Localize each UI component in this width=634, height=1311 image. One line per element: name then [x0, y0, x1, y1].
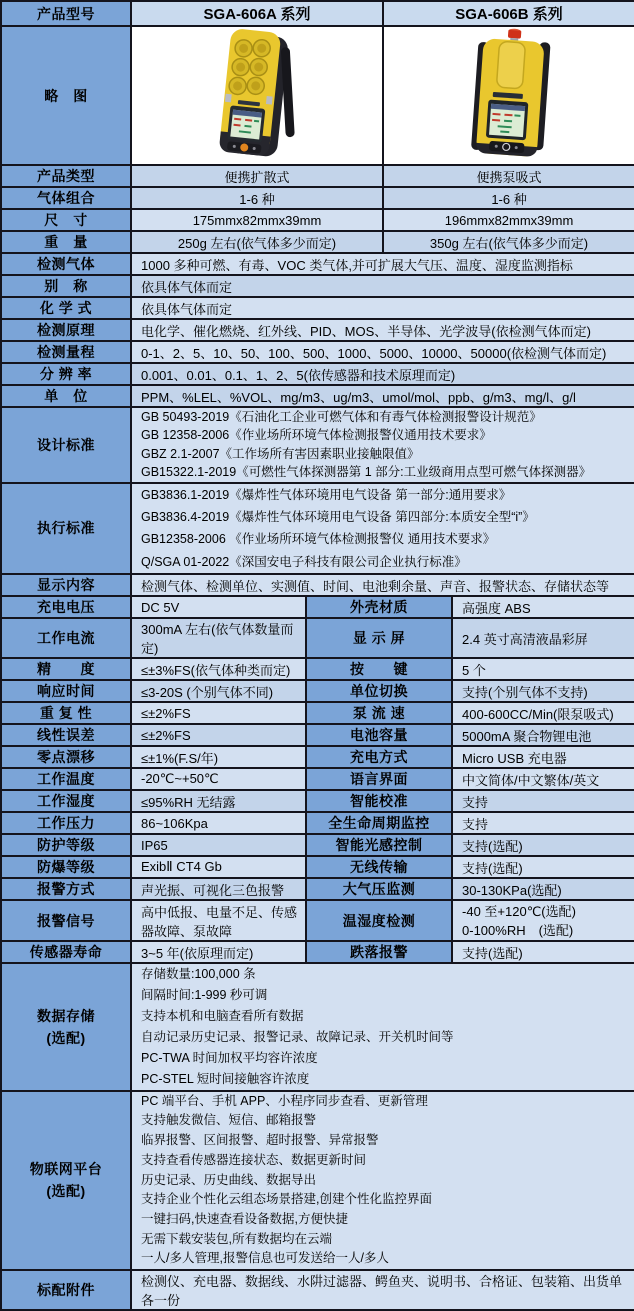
row-value-b: 1-6 种: [383, 187, 634, 209]
spec-row-charging-voltage: [1, 596, 634, 618]
device-b-image-cell: [383, 26, 634, 165]
row-label: 化 学 式: [1, 297, 131, 319]
row-value-right: 支持(选配): [452, 941, 634, 963]
block-sublabel: (选配): [46, 1183, 86, 1200]
row-value-left: ≤±2%FS: [131, 724, 306, 746]
row-label: [1, 963, 131, 1090]
block-label: 物联网平台: [29, 1161, 103, 1178]
row-label: 重 量: [1, 231, 131, 253]
row-label: 工作电流: [1, 618, 131, 658]
row-value-right: Micro USB 充电器: [452, 746, 634, 768]
row-label-right: 智能校准: [306, 790, 452, 812]
row-value: [131, 483, 634, 575]
row-label: 工作湿度: [1, 790, 131, 812]
spec-row-detection-range: [1, 341, 634, 363]
row-value: 依具体气体而定: [131, 297, 634, 319]
standard-line: Q/SGA 01-2022《深国安电子科技有限公司企业执行标准》: [141, 554, 467, 569]
row-value-left: IP65: [131, 834, 306, 856]
row-label: 尺 寸: [1, 209, 131, 231]
row-label: 标配附件: [1, 1270, 131, 1310]
row-value-left: -20℃~+50℃: [131, 768, 306, 790]
row-label: 产品类型: [1, 165, 131, 187]
row-value-left: 高中低报、电量不足、传感器故障、泵故障: [131, 900, 306, 941]
row-label: 检测气体: [1, 253, 131, 275]
standard-line: GB3836.4-2019《爆炸性气体环境用电气设备 第四部分:本质安全型“i”》: [141, 510, 535, 525]
spec-row-sensor-life: [1, 941, 634, 963]
row-value-left: ≤±2%FS: [131, 702, 306, 724]
row-label: 报警信号: [1, 900, 131, 941]
spec-row-resolution: [1, 363, 634, 385]
row-label: 气体组合: [1, 187, 131, 209]
row-value-right: 中文简体/中文繁体/英文: [452, 768, 634, 790]
row-value-right: 5000mA 聚合物锂电池: [452, 724, 634, 746]
row-label: 传感器寿命: [1, 941, 131, 963]
standard-line: GB12358-2006 《作业场所环境气体检测报警仪 通用技术要求》: [141, 532, 496, 547]
row-label-right: 显 示 屏: [306, 618, 452, 658]
table-header-row: [1, 1, 634, 26]
row-value-right: 支持: [452, 812, 634, 834]
block-label: 数据存储: [37, 1007, 95, 1024]
feature-line: 支持企业个性化云组态场景搭建,创建个性化监控界面: [141, 1192, 432, 1207]
feature-line: 支持查看传感器连接状态、数据更新时间: [141, 1152, 367, 1167]
row-label: 别 称: [1, 275, 131, 297]
spec-row-alarm-signal: [1, 900, 634, 941]
row-value-a: 250g 左右(依气体多少而定): [131, 231, 383, 253]
spec-row-working-current: [1, 618, 634, 658]
row-label: 检测原理: [1, 319, 131, 341]
spec-row-alarm-method: [1, 878, 634, 900]
row-value-a: 175mmx82mmx39mm: [131, 209, 383, 231]
spec-row-working-humidity: [1, 790, 634, 812]
row-label-right: 外壳材质: [306, 596, 452, 618]
row-value-b: 便携泵吸式: [383, 165, 634, 187]
row-value-right: 5 个: [452, 658, 634, 680]
row-label-right: 温湿度检测: [306, 900, 452, 941]
feature-line: 历史记录、历史曲线、数据导出: [141, 1172, 317, 1187]
row-label-right: 单位切换: [306, 680, 452, 702]
row-value-right: 支持(个别气体不支持): [452, 680, 634, 702]
row-label-right: 大气压监测: [306, 878, 452, 900]
header-series-b: SGA-606B 系列: [383, 1, 634, 26]
spec-row-units: [1, 385, 634, 407]
row-label: 充电电压: [1, 596, 131, 618]
row-value-left: 声光振、可视化三色报警: [131, 878, 306, 900]
spec-row-execution-standards: [1, 483, 634, 575]
row-value-left: ≤95%RH 无结露: [131, 790, 306, 812]
feature-line: 一键扫码,快速查看设备数据,方便快捷: [141, 1211, 348, 1226]
row-label: 单 位: [1, 385, 131, 407]
standard-line: GB15322.1-2019《可燃性气体探测器第 1 部分:工业级商用点型可燃气体探测器》: [141, 465, 592, 480]
row-value-a: 便携扩散式: [131, 165, 383, 187]
row-value-right: 2.4 英寸高清液晶彩屏: [452, 618, 634, 658]
row-label-right: 智能光感控制: [306, 834, 452, 856]
sketch-row: [1, 26, 634, 165]
row-label: 执行标准: [1, 483, 131, 575]
row-value-b: 350g 左右(依气体多少而定): [383, 231, 634, 253]
value-line: -40 至+120℃(选配): [462, 903, 576, 919]
spec-row-accessories: [1, 1270, 634, 1310]
row-value-left: 86~106Kpa: [131, 812, 306, 834]
row-label: 检测量程: [1, 341, 131, 363]
row-value: 检测气体、检测单位、实测值、时间、电池剩余量、声音、报警状态、存储状态等: [131, 574, 634, 596]
header-product-model-label: 产品型号: [1, 1, 131, 26]
feature-line: 支持本机和电脑查看所有数据: [141, 1009, 304, 1024]
feature-line: 存储数量:100,000 条: [141, 967, 256, 982]
row-value: 0.001、0.01、0.1、1、2、5(依传感器和技术原理而定): [131, 363, 634, 385]
feature-line: PC 端平台、手机 APP、小程序同步查看、更新管理: [141, 1093, 428, 1108]
row-value: 检测仪、充电器、数据线、水阱过滤器、鳄鱼夹、说明书、合格证、包装箱、出货单各一份: [131, 1270, 634, 1310]
spec-row-response-time: [1, 680, 634, 702]
spec-row-chemical-formula: [1, 297, 634, 319]
spec-row-detected-gases: [1, 253, 634, 275]
row-value-left: 3~5 年(依原理而定): [131, 941, 306, 963]
row-label-right: 跌落报警: [306, 941, 452, 963]
row-value: 0-1、2、5、10、50、100、500、1000、5000、10000、50000(依检测气体而定): [131, 341, 634, 363]
feature-line: 支持触发微信、短信、邮箱报警: [141, 1113, 317, 1128]
device-a-image-cell: [131, 26, 383, 165]
spec-row-product-type: [1, 165, 634, 187]
row-label: 分 辨 率: [1, 363, 131, 385]
row-value: 依具体气体而定: [131, 275, 634, 297]
spec-row-display-content: [1, 574, 634, 596]
row-value: 1000 多种可燃、有毒、VOC 类气体,并可扩展大气压、温度、湿度监测指标: [131, 253, 634, 275]
row-label: 工作温度: [1, 768, 131, 790]
spec-row-gas-combination: [1, 187, 634, 209]
feature-line: 自动记录历史记录、报警记录、故障记录、开关机时间等: [141, 1029, 454, 1044]
standard-line: GBZ 2.1-2007《工作场所有害因素职业接触限值》: [141, 446, 420, 461]
spec-row-zero-drift: [1, 746, 634, 768]
feature-line: 无需下载安装包,所有数据均在云端: [141, 1231, 332, 1246]
feature-line: PC-STEL 短时间接触容许浓度: [141, 1071, 310, 1086]
row-label-right: 按 键: [306, 658, 452, 680]
row-value: PPM、%LEL、%VOL、mg/m3、ug/m3、umol/mol、ppb、g/m3、mg/l、g/l: [131, 385, 634, 407]
row-label: 报警方式: [1, 878, 131, 900]
standard-line: GB3836.1-2019《爆炸性气体环境用电气设备 第一部分:通用要求》: [141, 487, 512, 502]
spec-row-linearity-error: [1, 724, 634, 746]
row-label-right: 充电方式: [306, 746, 452, 768]
row-label: 防护等级: [1, 834, 131, 856]
row-value-b: 196mmx82mmx39mm: [383, 209, 634, 231]
spec-row-working-pressure: [1, 812, 634, 834]
spec-row-iot-platform: [1, 1091, 634, 1270]
feature-line: 间隔时间:1-999 秒可调: [141, 988, 268, 1003]
row-value-left: ExibⅡ CT4 Gb: [131, 856, 306, 878]
row-value-left: ≤±1%(F.S/年): [131, 746, 306, 768]
row-label: 防爆等级: [1, 856, 131, 878]
row-value-right: 支持(选配): [452, 834, 634, 856]
row-label: 精 度: [1, 658, 131, 680]
spec-row-repeatability: [1, 702, 634, 724]
row-value-left: ≤3-20S (个别气体不同): [131, 680, 306, 702]
spec-row-data-storage: [1, 963, 634, 1090]
feature-line: PC-TWA 时间加权平均容许浓度: [141, 1050, 318, 1065]
feature-line: 一人/多人管理,报警信息也可发送给一人/多人: [141, 1251, 389, 1266]
row-label-right: 全生命周期监控: [306, 812, 452, 834]
spec-row-protection-rating: [1, 834, 634, 856]
row-value: [131, 963, 634, 1090]
spec-row-dimensions: [1, 209, 634, 231]
row-value: [131, 1091, 634, 1270]
spec-row-accuracy: [1, 658, 634, 680]
row-label-right: 无线传输: [306, 856, 452, 878]
row-value: [131, 407, 634, 483]
row-value-right: 400-600CC/Min(限泵吸式): [452, 702, 634, 724]
device-a-illustration: [201, 27, 313, 159]
row-value-a: 1-6 种: [131, 187, 383, 209]
row-value-left: DC 5V: [131, 596, 306, 618]
header-series-a: SGA-606A 系列: [131, 1, 383, 26]
value-line: 0-100%RH (选配): [462, 922, 574, 938]
row-value-right: 高强度 ABS: [452, 596, 634, 618]
row-value-left: 300mA 左右(依气体数量而定): [131, 618, 306, 658]
row-label: [1, 1091, 131, 1270]
row-value-left: ≤±3%FS(依气体种类而定): [131, 658, 306, 680]
row-value: 电化学、催化燃烧、红外线、PID、MOS、半导体、光学波导(依检测气体而定): [131, 319, 634, 341]
row-label: 设计标准: [1, 407, 131, 483]
row-label: 重 复 性: [1, 702, 131, 724]
block-sublabel: (选配): [46, 1029, 86, 1046]
spec-row-explosion-proof-rating: [1, 856, 634, 878]
spec-row-design-standards: [1, 407, 634, 483]
standard-line: GB 12358-2006《作业场所环境气体检测报警仪通用技术要求》: [141, 428, 492, 443]
spec-row-working-temperature: [1, 768, 634, 790]
row-label: 显示内容: [1, 574, 131, 596]
row-label: 零点漂移: [1, 746, 131, 768]
row-value-right: 支持(选配): [452, 856, 634, 878]
row-value-right: [452, 900, 634, 941]
row-label: 工作压力: [1, 812, 131, 834]
row-label-right: 泵 流 速: [306, 702, 452, 724]
sketch-label: 略 图: [1, 26, 131, 165]
row-label-right: 语言界面: [306, 768, 452, 790]
row-label: 线性误差: [1, 724, 131, 746]
feature-line: 临界报警、区间报警、超时报警、异常报警: [141, 1133, 379, 1148]
standard-line: GB 50493-2019《石油化工企业可燃气体和有毒气体检测报警设计规范》: [141, 410, 542, 424]
device-b-illustration: [453, 27, 565, 159]
row-value-right: 30-130KPa(选配): [452, 878, 634, 900]
row-label-right: 电池容量: [306, 724, 452, 746]
row-label: 响应时间: [1, 680, 131, 702]
spec-row-alias: [1, 275, 634, 297]
spec-row-detection-principle: [1, 319, 634, 341]
row-value-right: 支持: [452, 790, 634, 812]
spec-row-weight: [1, 231, 634, 253]
